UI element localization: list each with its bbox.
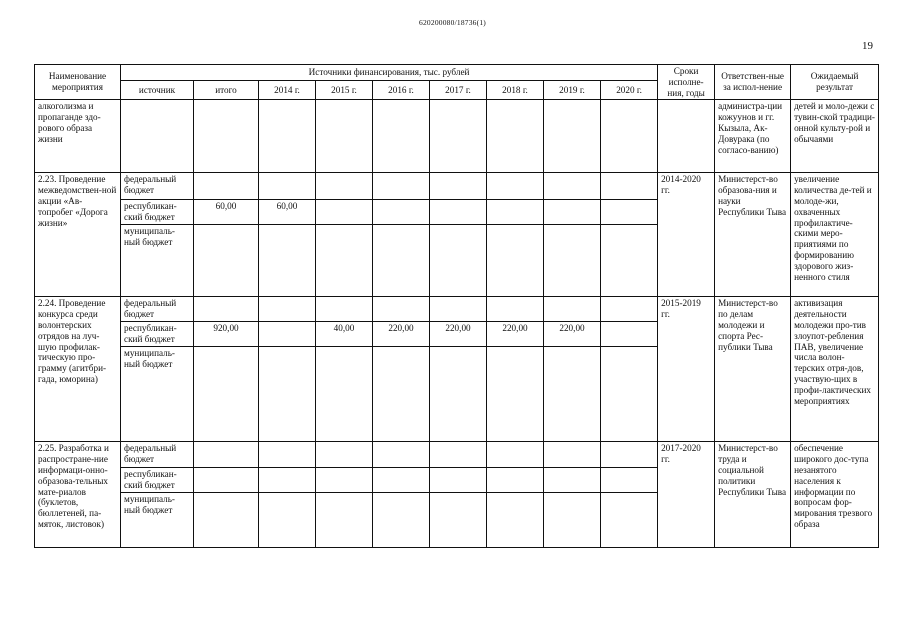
year-cell bbox=[373, 200, 430, 225]
responsible-cell: Министерст-во образова-ния и науки Республики Тыва bbox=[715, 173, 791, 297]
document-id: 620200080/18736(1) bbox=[419, 18, 486, 27]
table-row bbox=[35, 173, 879, 200]
event-name: 2.24. Проведение конкурса среди волонтерских отрядов на луч-шую профилак-тическую про-грамму (агитбри-гада, юморина) bbox=[35, 297, 121, 442]
year-cell bbox=[430, 442, 487, 468]
table-row bbox=[35, 297, 879, 322]
year-cell bbox=[487, 347, 544, 442]
year-cell bbox=[316, 347, 373, 442]
year-cell bbox=[316, 225, 373, 297]
total-cell bbox=[194, 225, 259, 297]
responsible-cell: Министерст-во труда и социальной политики Республики Тыва bbox=[715, 442, 791, 548]
year-cell bbox=[316, 492, 373, 547]
year-cell bbox=[259, 442, 316, 468]
event-name: 2.23. Проведение межведомствен-ной акции «Ав-топробег «Дорога жизни» bbox=[35, 173, 121, 297]
year-cell bbox=[259, 468, 316, 493]
year-cell bbox=[316, 468, 373, 493]
year-cell: 220,00 bbox=[544, 322, 601, 347]
year-cell bbox=[316, 173, 373, 200]
year-cell bbox=[544, 468, 601, 493]
year-cell bbox=[544, 225, 601, 297]
year-cell: 40,00 bbox=[316, 322, 373, 347]
year-cell bbox=[430, 225, 487, 297]
year-cell bbox=[487, 225, 544, 297]
year-cell: 220,00 bbox=[487, 322, 544, 347]
year-cell bbox=[430, 492, 487, 547]
header-event-name: Наименование мероприятия bbox=[35, 65, 121, 100]
header-deadline: Сроки исполне-ния, годы bbox=[658, 65, 715, 100]
year-cell bbox=[430, 200, 487, 225]
year-cell bbox=[259, 173, 316, 200]
year-cell bbox=[601, 442, 658, 468]
deadline-cell: 2014-2020 гг. bbox=[658, 173, 715, 297]
total-cell: 60,00 bbox=[194, 200, 259, 225]
year-cell bbox=[601, 347, 658, 442]
header-year-2017: 2017 г. bbox=[430, 80, 487, 100]
result-cell: увеличение количества де-тей и молоде-жи, охваченных профилактиче-скими меро-приятиями по формированию здорового жиз-ненного стиля bbox=[791, 173, 879, 297]
year-cell bbox=[316, 297, 373, 322]
continuation-responsible: администра-ции кожуунов и гг. Кызыла, Ак-Довурака (по согласо-ванию) bbox=[715, 100, 791, 173]
continuation-event-name: алкоголизма и пропаганде здо-рового образа жизни bbox=[35, 100, 121, 173]
header-total: итого bbox=[194, 80, 259, 100]
year-cell bbox=[259, 322, 316, 347]
year-cell bbox=[601, 468, 658, 493]
year-cell: 220,00 bbox=[430, 322, 487, 347]
year-cell bbox=[544, 442, 601, 468]
header-year-2020: 2020 г. bbox=[601, 80, 658, 100]
total-cell bbox=[194, 492, 259, 547]
year-cell bbox=[601, 322, 658, 347]
header-year-2016: 2016 г. bbox=[373, 80, 430, 100]
event-name: 2.25. Разработка и распростране-ние информаци-онно-образова-тельных мате-риалов (буклетов, бюллетеней, па-мяток, листовок) bbox=[35, 442, 121, 548]
total-cell bbox=[194, 442, 259, 468]
year-cell bbox=[544, 492, 601, 547]
year-cell bbox=[373, 468, 430, 493]
year-cell bbox=[430, 173, 487, 200]
source-cell: федеральный бюджет bbox=[121, 442, 194, 468]
year-cell: 60,00 bbox=[259, 200, 316, 225]
source-cell: федеральный бюджет bbox=[121, 297, 194, 322]
year-cell bbox=[373, 225, 430, 297]
year-cell bbox=[544, 297, 601, 322]
year-cell bbox=[373, 297, 430, 322]
header-year-2019: 2019 г. bbox=[544, 80, 601, 100]
header-funding-sources: Источники финансирования, тыс. рублей bbox=[121, 65, 658, 81]
year-cell bbox=[487, 468, 544, 493]
total-cell bbox=[194, 347, 259, 442]
source-cell: муниципаль-ный бюджет bbox=[121, 492, 194, 547]
year-cell bbox=[259, 347, 316, 442]
year-cell bbox=[373, 173, 430, 200]
deadline-cell: 2015-2019 гг. bbox=[658, 297, 715, 442]
year-cell bbox=[544, 347, 601, 442]
year-cell bbox=[487, 442, 544, 468]
year-cell bbox=[601, 297, 658, 322]
year-cell bbox=[601, 225, 658, 297]
deadline-cell: 2017-2020 гг. bbox=[658, 442, 715, 548]
year-cell bbox=[430, 347, 487, 442]
total-cell bbox=[194, 468, 259, 493]
year-cell bbox=[487, 173, 544, 200]
header-year-2015: 2015 г. bbox=[316, 80, 373, 100]
year-cell bbox=[373, 347, 430, 442]
result-cell: обеспечение широкого дос-тупа незанятого населения к информации по вопросам фор-мирования трезвого образа bbox=[791, 442, 879, 548]
year-cell bbox=[544, 200, 601, 225]
continuation-result: детей и моло-дежи с тувин-ской традици-онной культу-рой и обычаями bbox=[791, 100, 879, 173]
header-year-2014: 2014 г. bbox=[259, 80, 316, 100]
year-cell: 220,00 bbox=[373, 322, 430, 347]
year-cell bbox=[430, 297, 487, 322]
table-row bbox=[35, 442, 879, 468]
source-cell: республикан-ский бюджет bbox=[121, 200, 194, 225]
year-cell bbox=[487, 200, 544, 225]
year-cell bbox=[259, 297, 316, 322]
year-cell bbox=[544, 173, 601, 200]
year-cell bbox=[487, 297, 544, 322]
year-cell bbox=[601, 492, 658, 547]
table-row-continuation bbox=[35, 100, 879, 173]
source-cell: республикан-ский бюджет bbox=[121, 322, 194, 347]
header-responsible: Ответствен-ные за испол-нение bbox=[715, 65, 791, 100]
year-cell bbox=[316, 200, 373, 225]
header-result: Ожидаемый результат bbox=[791, 65, 879, 100]
funding-table bbox=[34, 64, 879, 548]
total-cell bbox=[194, 173, 259, 200]
header-source: источник bbox=[121, 80, 194, 100]
year-cell bbox=[487, 492, 544, 547]
source-cell: республикан-ский бюджет bbox=[121, 468, 194, 493]
year-cell bbox=[601, 200, 658, 225]
source-cell: муниципаль-ный бюджет bbox=[121, 347, 194, 442]
source-cell: федеральный бюджет bbox=[121, 173, 194, 200]
year-cell bbox=[259, 492, 316, 547]
year-cell bbox=[259, 225, 316, 297]
year-cell bbox=[373, 442, 430, 468]
responsible-cell: Министерст-во по делам молодежи и спорта Рес-публики Тыва bbox=[715, 297, 791, 442]
header-year-2018: 2018 г. bbox=[487, 80, 544, 100]
page-number: 19 bbox=[862, 40, 873, 52]
source-cell: муниципаль-ный бюджет bbox=[121, 225, 194, 297]
total-cell: 920,00 bbox=[194, 322, 259, 347]
total-cell bbox=[194, 297, 259, 322]
year-cell bbox=[430, 468, 487, 493]
year-cell bbox=[316, 442, 373, 468]
year-cell bbox=[601, 173, 658, 200]
result-cell: активизация деятельности молодежи про-тив злоупот-ребления ПАВ, увеличение числа волон-терских отря-дов, участвую-щих в профи-лактических мероприятиях bbox=[791, 297, 879, 442]
year-cell bbox=[373, 492, 430, 547]
